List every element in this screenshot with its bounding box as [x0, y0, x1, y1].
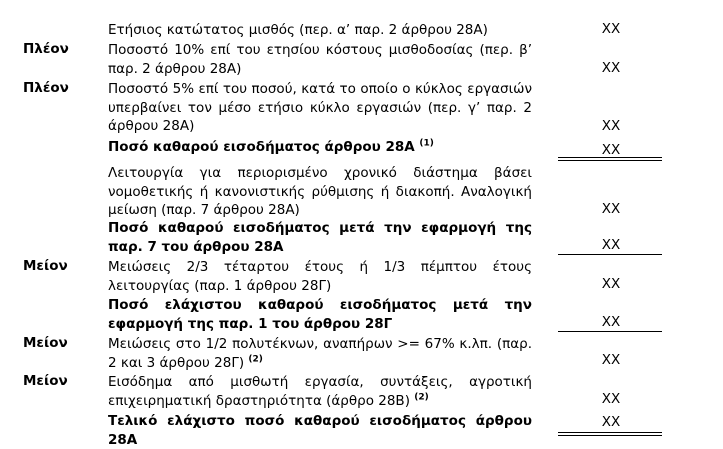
- row-prefix: Μείον: [23, 258, 68, 274]
- row-description: Μειώσεις στο 1/2 πολυτέκνων, αναπήρων >= 67% κ.λπ. (παρ. 2 και 3 άρθρου 28Γ) $^{(2)}$: [108, 336, 532, 371]
- row-prefix: Πλέον: [23, 41, 69, 57]
- row-amount: XX: [601, 314, 621, 330]
- footnote-marker: (2): [248, 354, 263, 364]
- row-description: Τελικό ελάχιστο ποσό καθαρού εισοδήματος άρθρου 28Α: [108, 413, 532, 448]
- row-description: Ποσό καθαρού εισοδήματος άρθρου 28Α $^{(1)}$: [108, 138, 434, 155]
- final-total-rule: [558, 432, 662, 433]
- row-amount: XX: [601, 201, 621, 217]
- row-description: Ποσοστό 5% επί του ποσού, κατά το οποίο ο κύκλος εργασιών υπερβαίνει τον μέσο ετήσιο κύκλο εργασιών (περ. γ’ παρ. 2 άρθρου 28Α): [108, 81, 532, 134]
- row-amount: XX: [601, 352, 621, 368]
- row-description: Ποσοστό 10% επί του ετησίου κόστους μισθοδοσίας (περ. β’ παρ. 2 άρθρου 28Α): [108, 42, 532, 77]
- subtotal-rule: [558, 254, 662, 255]
- row-description: Εισόδημα από μισθωτή εργασία, συντάξεις, αγροτική επιχειρηματική δραστηριότητα (άρθρο 28Β) $^{(2)}$: [108, 374, 532, 409]
- row-amount: XX: [601, 60, 621, 76]
- footnote-marker: (1): [419, 138, 434, 149]
- row-description: Ποσό ελάχιστου καθαρού εισοδήματος μετά την εφαρμογή της παρ. 1 του άρθρου 28Γ: [108, 297, 532, 332]
- row-amount: XX: [601, 276, 621, 292]
- row-amount: XX: [601, 142, 621, 158]
- row-amount: XX: [601, 21, 621, 37]
- footnote-marker: (2): [414, 392, 429, 402]
- row-description: Ετήσιος κατώτατος μισθός (περ. α’ παρ. 2 άρθρου 28Α): [108, 22, 488, 38]
- row-description: Μειώσεις 2/3 τέταρτου έτους ή 1/3 πέμπτου έτους λειτουργίας (παρ. 1 άρθρου 28Γ): [108, 259, 532, 294]
- row-description: Ποσό καθαρού εισοδήματος μετά την εφαρμογή της παρ. 7 του άρθρου 28Α: [108, 220, 532, 255]
- final-total-rule: [558, 435, 662, 436]
- subtotal-rule: [558, 331, 662, 332]
- row-amount: XX: [601, 118, 621, 134]
- row-description: Λειτουργία για περιορισμένο χρονικό διάστημα βάσει νομοθετικής ή κανονιστικής ρύθμισης ή διακοπή. Αναλογική μείωση (παρ. 7 άρθρου 28Α): [108, 165, 532, 218]
- row-amount: XX: [601, 414, 621, 430]
- total-rule: [558, 160, 662, 161]
- total-rule: [558, 157, 662, 158]
- row-prefix: Μείον: [23, 373, 68, 389]
- row-prefix: Πλέον: [23, 80, 69, 96]
- row-amount: XX: [601, 237, 621, 253]
- row-amount: XX: [601, 391, 621, 407]
- row-prefix: Μείον: [23, 335, 68, 351]
